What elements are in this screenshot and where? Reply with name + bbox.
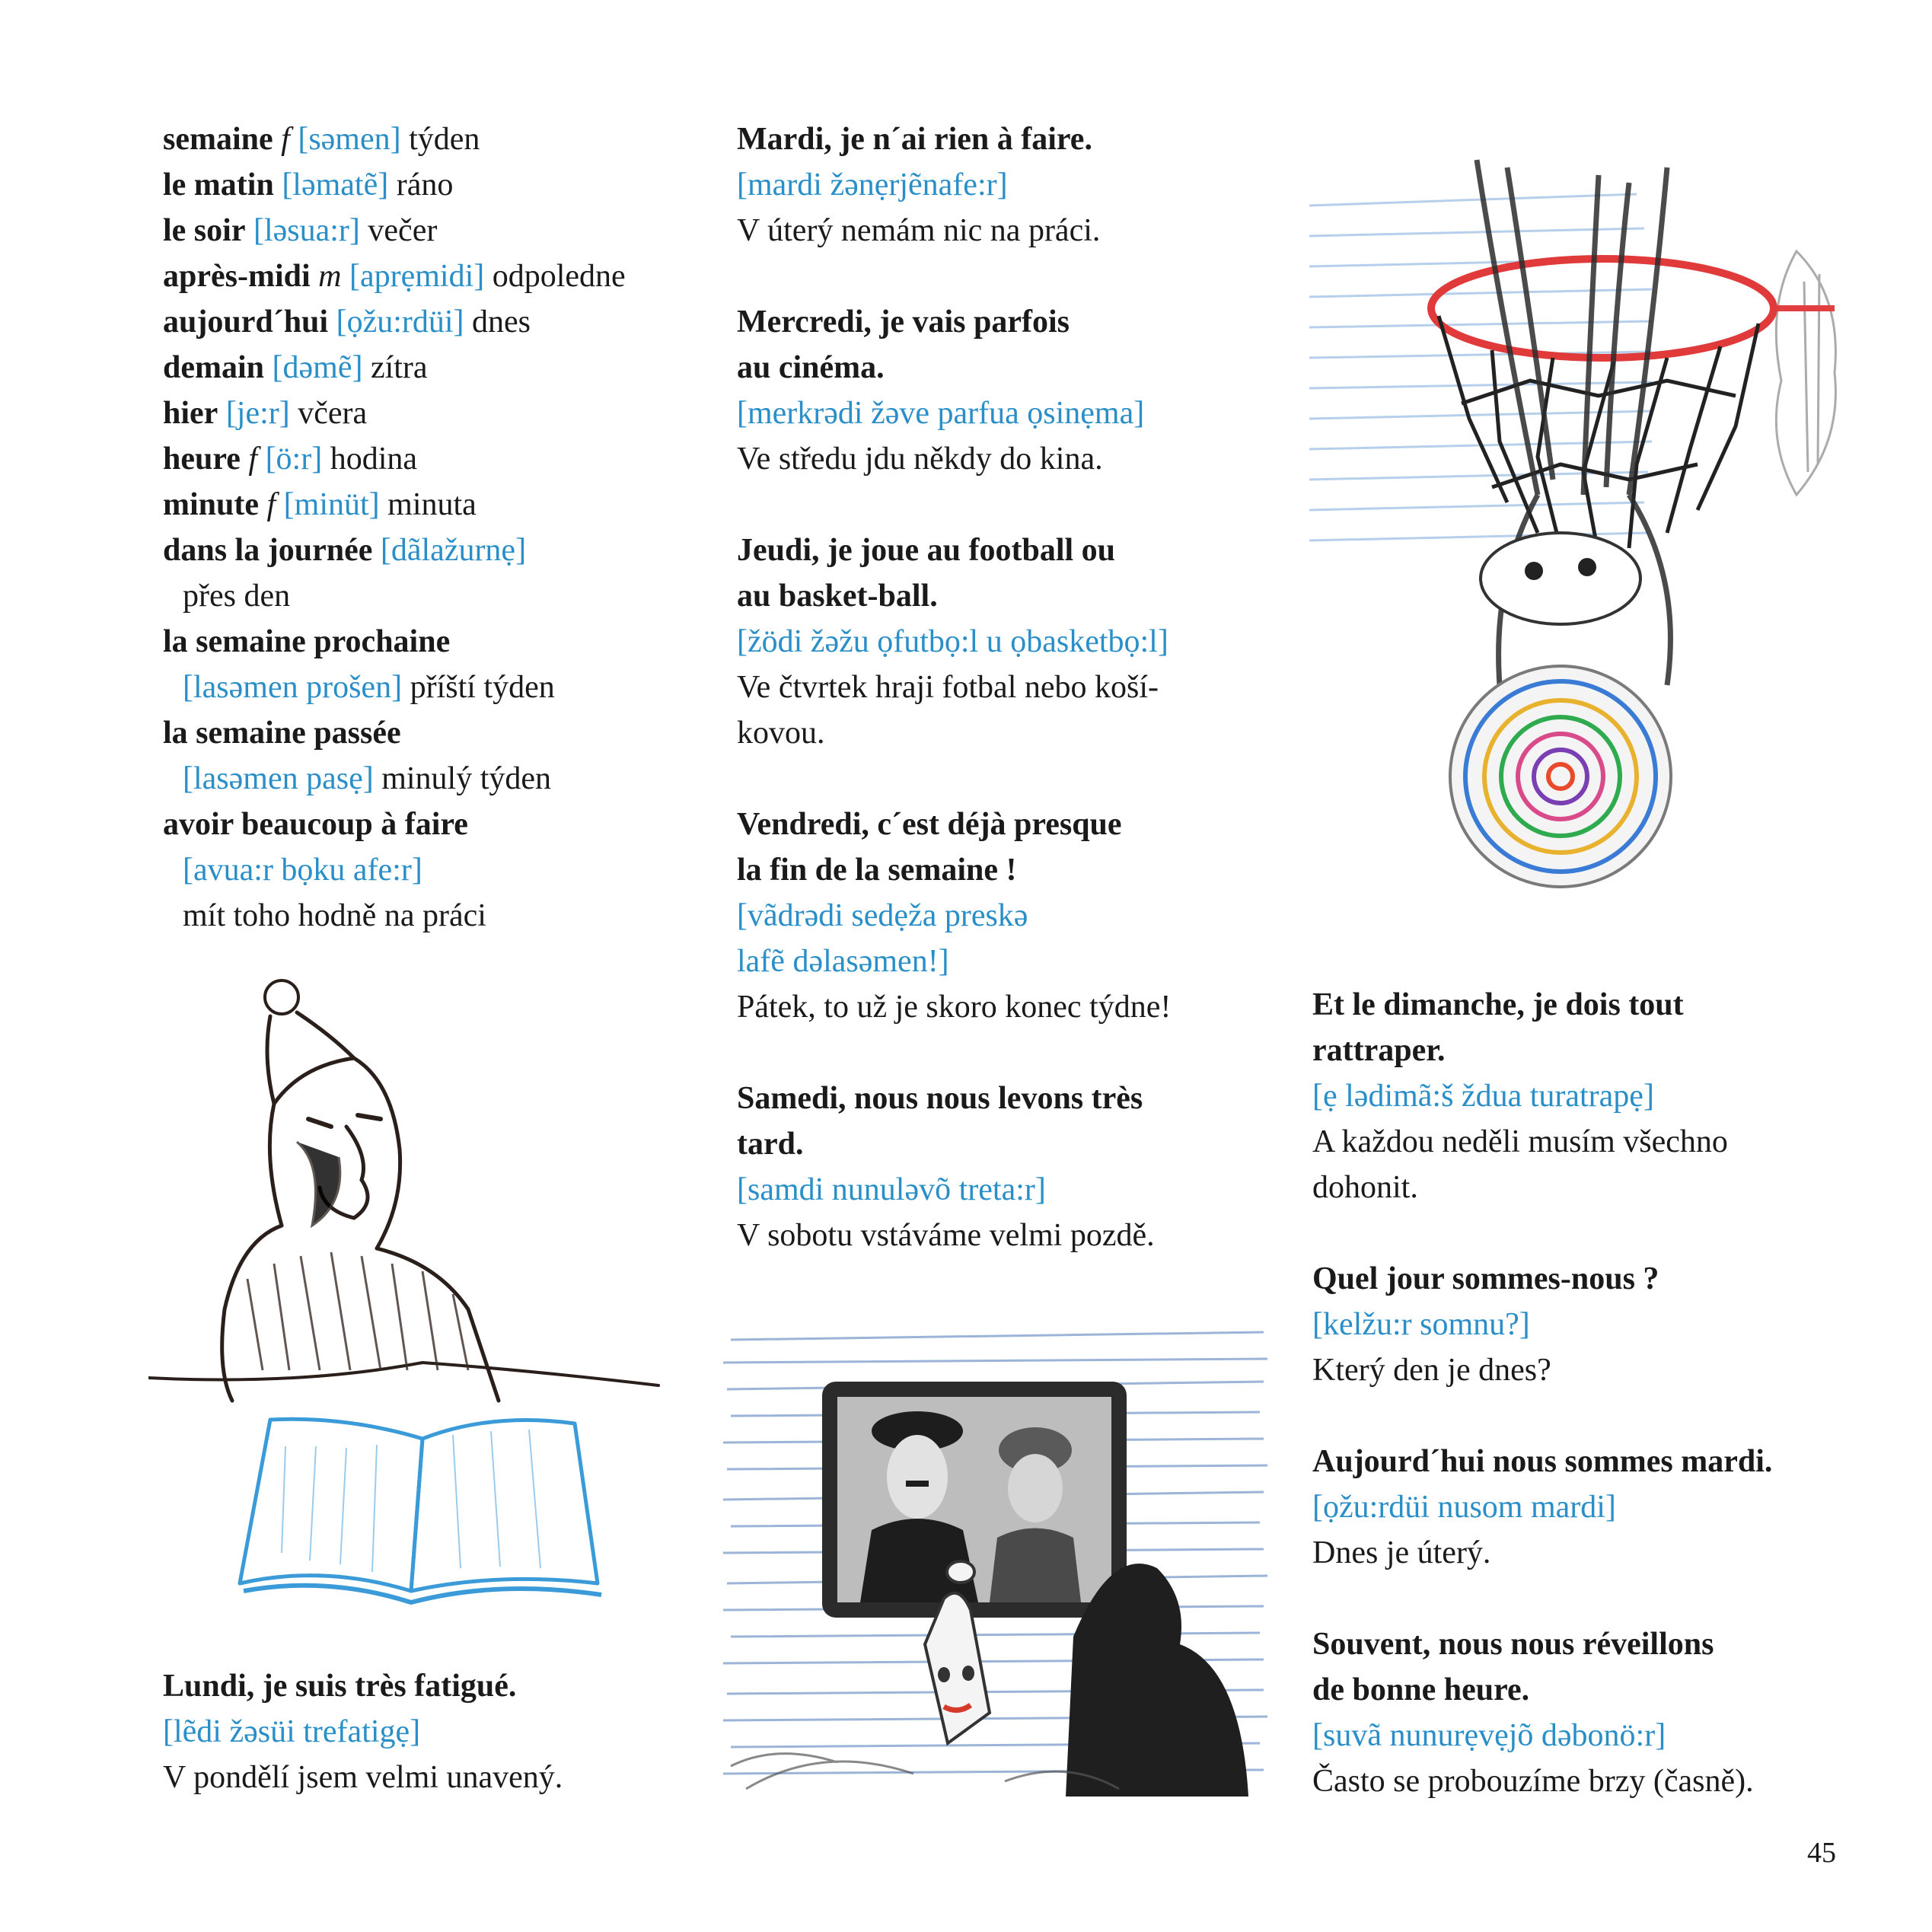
vocab-pronunciation: [avua:r bọku afe:r] bbox=[183, 853, 422, 888]
sentence-czech: dohonit. bbox=[1312, 1170, 1418, 1205]
vocab-entry bbox=[163, 253, 726, 299]
vocab-translation: odpoledne bbox=[492, 259, 626, 294]
vocab-pronunciation: [je:r] bbox=[225, 396, 290, 431]
vocab-entry bbox=[163, 665, 726, 710]
sentence-czech: V pondělí jsem velmi unavený. bbox=[163, 1760, 563, 1795]
vocab-word: minute bbox=[163, 487, 259, 522]
sentence-french: Souvent, nous nous réveillons bbox=[1312, 1627, 1714, 1662]
sentence-czech: V úterý nemám nic na práci. bbox=[737, 213, 1101, 248]
sentence-block-wake-early bbox=[1312, 1621, 1860, 1804]
sentence-block-which-day bbox=[1312, 1256, 1860, 1393]
sentence-french: Mardi, je n´ai rien à faire. bbox=[737, 122, 1092, 157]
sentence-block-today-tuesday bbox=[1312, 1439, 1860, 1576]
vocab-translation: minuta bbox=[387, 487, 477, 522]
vocab-word: aujourd´hui bbox=[163, 304, 329, 340]
sentence-french: Jeudi, je joue au football ou bbox=[737, 533, 1116, 568]
vocab-pronunciation: [aprẹmidi] bbox=[349, 259, 485, 294]
sentence-pronunciation: [kelžu:r somnu?] bbox=[1312, 1307, 1530, 1342]
vocab-gender: f bbox=[281, 122, 290, 157]
vocab-pronunciation: [lasəmen pasẹ] bbox=[183, 761, 374, 796]
vocab-pronunciation: [ọžu:rdüi] bbox=[336, 304, 464, 340]
vocab-translation: zítra bbox=[370, 350, 428, 385]
sentence-french: Mercredi, je vais parfois bbox=[737, 304, 1070, 340]
vocab-pronunciation: [dãlažurnẹ] bbox=[380, 533, 527, 568]
basketball-illustration bbox=[1309, 152, 1857, 913]
vocab-pronunciation: [səmen] bbox=[298, 122, 401, 157]
vocab-entry bbox=[163, 482, 726, 528]
sentence-french: la fin de la semaine ! bbox=[737, 853, 1017, 888]
sentence-czech: Pátek, to už je skoro konec týdne! bbox=[737, 990, 1172, 1025]
sentence-pronunciation: [žödi žəžu ọfutbọ:l u ọbasketbọ:l] bbox=[737, 624, 1168, 659]
sentence-czech: A každou neděli musím všechno bbox=[1312, 1124, 1728, 1159]
vocab-pronunciation: [lasəmen prošen] bbox=[183, 670, 403, 705]
sentence-french: au cinéma. bbox=[737, 350, 885, 385]
vocab-translation: minulý týden bbox=[381, 761, 552, 796]
vocab-pronunciation: [dəmẽ] bbox=[272, 350, 363, 385]
sentence-czech: Ve středu jdu někdy do kina. bbox=[737, 442, 1103, 477]
vocab-word: la semaine passée bbox=[163, 716, 401, 751]
vocab-entry bbox=[163, 391, 726, 436]
sentence-pronunciation: [mardi žənẹrjẽnafe:r] bbox=[737, 167, 1008, 202]
sentence-czech: Často se probouzíme brzy (časně). bbox=[1312, 1764, 1754, 1799]
vocab-gender: f bbox=[248, 442, 258, 477]
sentence-french: Vendredi, c´est déjà presque bbox=[737, 807, 1122, 842]
vocab-word: heure bbox=[163, 442, 241, 477]
sentence-pronunciation: [ẹ lədimã:š ždua turatrapẹ] bbox=[1312, 1079, 1654, 1114]
sentence-french: Et le dimanche, je dois tout bbox=[1312, 987, 1684, 1022]
vocab-word: hier bbox=[163, 396, 218, 431]
weekday-sentences-column bbox=[737, 116, 1285, 1258]
sentence-french: au basket-ball. bbox=[737, 579, 938, 614]
vocab-entry bbox=[163, 436, 726, 482]
vocab-word: le matin bbox=[163, 167, 274, 202]
sentence-czech: V sobotu vstáváme velmi pozdě. bbox=[737, 1218, 1155, 1253]
sentence-french: rattraper. bbox=[1312, 1033, 1446, 1068]
vocab-pronunciation: [minüt] bbox=[283, 487, 380, 522]
sentence-pronunciation: [lẽdi žəsüi trefatigẹ] bbox=[163, 1714, 421, 1749]
sentence-block-tuesday bbox=[737, 116, 1285, 253]
vocab-word: après-midi bbox=[163, 259, 311, 294]
vocab-entry bbox=[163, 116, 726, 162]
sentence-french: Samedi, nous nous levons très bbox=[737, 1081, 1143, 1116]
vocab-entry bbox=[163, 756, 726, 802]
sentence-french: tard. bbox=[737, 1127, 804, 1162]
sentence-czech: Ve čtvrtek hraji fotbal nebo koší- bbox=[737, 670, 1159, 705]
vocab-translation: večer bbox=[368, 213, 438, 248]
sentence-pronunciation: [merkrədi žəve parfua ọsinẹma] bbox=[737, 396, 1145, 431]
yawning-reader-illustration bbox=[148, 974, 697, 1629]
vocab-translation: mít toho hodně na práci bbox=[183, 898, 486, 933]
vocab-entry bbox=[163, 528, 726, 573]
vocab-translation: včera bbox=[298, 396, 368, 431]
vocab-entry bbox=[163, 345, 726, 391]
vocab-pronunciation: [ö:r] bbox=[265, 442, 323, 477]
sentence-french: de bonne heure. bbox=[1312, 1672, 1530, 1707]
page-number: 45 bbox=[1807, 1837, 1836, 1869]
sentence-pronunciation: lafẽ dəlasəmen!] bbox=[737, 944, 949, 979]
vocab-gender: f bbox=[266, 487, 276, 522]
vocab-pronunciation: [ləsua:r] bbox=[253, 213, 360, 248]
vocab-translation: hodina bbox=[330, 442, 418, 477]
sentence-pronunciation: [suvã nunurẹvẹjõ dəbonö:r] bbox=[1312, 1718, 1666, 1753]
vocab-entry bbox=[163, 162, 726, 208]
vocab-word: la semaine prochaine bbox=[163, 624, 451, 659]
sentence-czech: Který den je dnes? bbox=[1312, 1353, 1551, 1388]
sentence-czech: kovou. bbox=[737, 716, 825, 751]
vocab-translation: týden bbox=[409, 122, 480, 157]
sentence-block-thursday bbox=[737, 528, 1285, 756]
vocab-gender: m bbox=[318, 259, 342, 294]
vocab-translation: přes den bbox=[183, 579, 291, 614]
sentence-pronunciation: [samdi nunuləvõ treta:r] bbox=[737, 1172, 1046, 1207]
vocab-word: avoir beaucoup à faire bbox=[163, 807, 468, 842]
sentence-block-sunday bbox=[1312, 982, 1860, 1210]
monday-sentence bbox=[163, 1663, 741, 1800]
sentence-pronunciation: [vãdrədi sedẹža preskə bbox=[737, 898, 1028, 933]
vocabulary-column bbox=[163, 116, 726, 939]
vocab-translation: dnes bbox=[472, 304, 531, 340]
sentence-block-saturday bbox=[737, 1076, 1285, 1258]
cinema-illustration bbox=[716, 1317, 1279, 1804]
vocab-word: le soir bbox=[163, 213, 246, 248]
sentence-czech: Dnes je úterý. bbox=[1312, 1535, 1491, 1570]
sentence-french: Quel jour sommes-nous ? bbox=[1312, 1261, 1659, 1296]
vocab-translation: příští týden bbox=[410, 670, 555, 705]
vocab-entry bbox=[163, 208, 726, 253]
sentence-french: Lundi, je suis très fatigué. bbox=[163, 1669, 517, 1704]
sentence-block-friday bbox=[737, 802, 1285, 1030]
vocab-pronunciation: [ləmatẽ] bbox=[282, 167, 389, 202]
vocab-word: demain bbox=[163, 350, 265, 385]
vocab-word: semaine bbox=[163, 122, 273, 157]
vocab-translation: ráno bbox=[396, 167, 454, 202]
sentence-block-wednesday bbox=[737, 299, 1285, 482]
sentence-french: Aujourd´hui nous sommes mardi. bbox=[1312, 1444, 1773, 1479]
vocab-entry bbox=[163, 299, 726, 345]
vocab-word: dans la journée bbox=[163, 533, 373, 568]
sentence-pronunciation: [ọžu:rdüi nusom mardi] bbox=[1312, 1490, 1616, 1525]
sunday-sentences-column bbox=[1312, 982, 1860, 1804]
